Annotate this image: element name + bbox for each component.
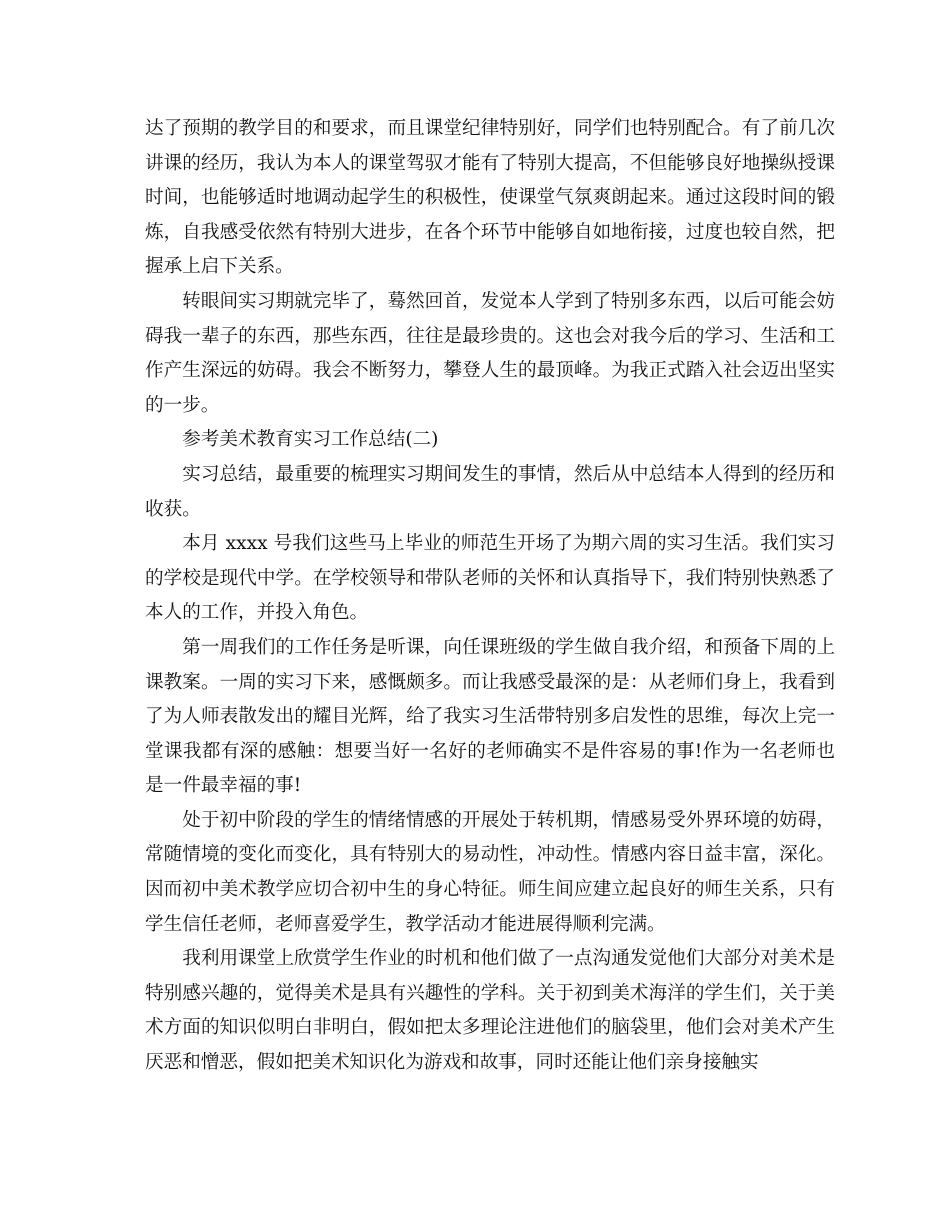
paragraph: 实习总结，最重要的梳理实习期间发生的事情，然后从中总结本人得到的经历和收获。 [145,463,835,520]
paragraph: 我利用课堂上欣赏学生作业的时机和他们做了一点沟通发觉他们大部分对美术是特别感兴趣的，觉得美术是具有兴趣性的学科。关于初到美术海洋的学生们，关于美术方面的知识似明白非明白，假如把太多理论注进他们的脑袋里，他们会对美术产生厌恶和憎恶，假如把美术知识化为游戏和故事，同时还能让他们亲身接触实 [145,948,835,1074]
paragraph: 转眼间实习期就完毕了，蓦然回首，发觉本人学到了特别多东西，以后可能会妨碍我一辈子的东西，那些东西，往往是最珍贵的。这也会对我今后的学习、生活和工作产生深远的妨碍。我会不断努力，攀登人生的最顶峰。为我正式踏入社会迈出坚实的一步。 [145,290,835,416]
section-title: 参考美术教育实习工作总结(二) [182,429,439,451]
paragraph: 处于初中阶段的学生的情绪情感的开展处于转机期，情感易受外界环境的妨碍，常随情境的变化而变化，具有特别大的易动性，冲动性。情感内容日益丰富，深化。因而初中美术教学应切合初中生的身心特征。师生间应建立起良好的师生关系，只有学生信任老师，老师喜爱学生，教学活动才能进展得顺利完满。 [145,809,835,935]
paragraph: 本月 xxxx 号我们这些马上毕业的师范生开场了为期六周的实习生活。我们实习的学校是现代中学。在学校领导和带队老师的关怀和认真指导下，我们特别快熟悉了本人的工作，并投入角色。 [145,533,835,624]
document-body [145,112,835,1081]
paragraph-continuation: 达了预期的教学目的和要求，而且课堂纪律特别好，同学们也特别配合。有了前几次讲课的经历，我认为本人的课堂驾驭才能有了特别大提高，不但能够良好地操纵授课时间，也能够适时地调动起学生的积极性，使课堂气氛爽朗起来。通过这段时间的锻炼，自我感受依然有特别大进步，在各个环节中能够自如地衔接，过度也较自然，把握承上启下关系。 [145,118,835,278]
paragraph: 第一周我们的工作任务是听课，向任课班级的学生做自我介绍，和预备下周的上课教案。一周的实习下来，感慨颇多。而让我感受最深的是：从老师们身上，我看到了为人师表散发出的耀目光辉，给了我实习生活带特别多启发性的思维，每次上完一堂课我都有深的感触：想要当好一名好的老师确实不是件容易的事!作为一名老师也是一件最幸福的事! [145,636,835,797]
